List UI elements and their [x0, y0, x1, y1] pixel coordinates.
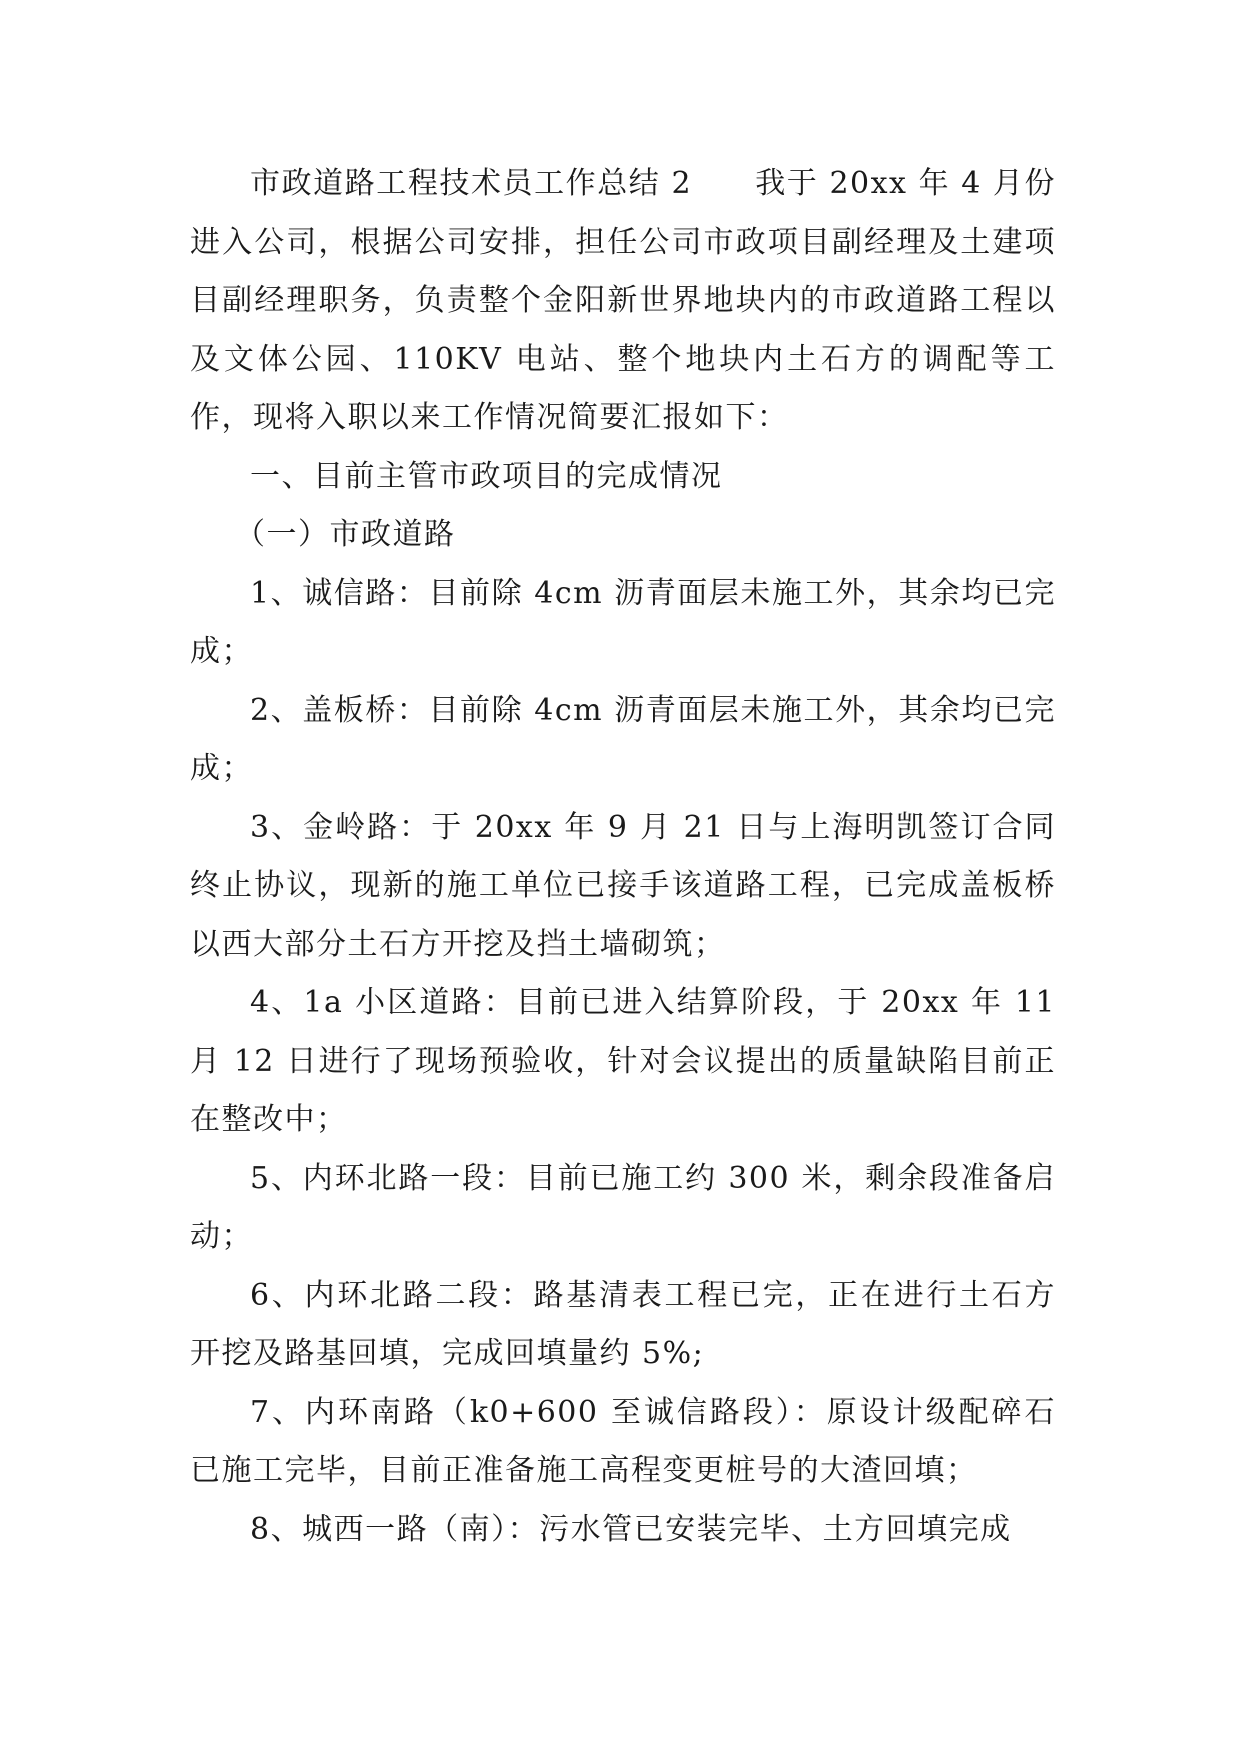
- intro-paragraph: 市政道路工程技术员工作总结 2 我于 20xx 年 4 月份进入公司，根据公司安排，担任公司市政项目副经理及土建项目副经理职务，负责整个金阳新世界地块内的市政道路工程以及文体公园、110KV 电站、整个地块内土石方的调配等工作，现将入职以来工作情况简要汇报如下：: [190, 166, 1056, 435]
- list-item: 3、金岭路：于 20xx 年 9 月 21 日与上海明凯签订合同终止协议，现新的施工单位已接手该道路工程，已完成盖板桥以西大部分土石方开挖及挡土墙砌筑；: [190, 809, 1056, 962]
- subsection-heading: （一）市政道路: [235, 517, 456, 552]
- list-item: 4、1a 小区道路：目前已进入结算阶段，于 20xx 年 11 月 12 日进行了现场预验收，针对会议提出的质量缺陷目前正在整改中；: [190, 985, 1056, 1137]
- list-item: 7、内环南路（k0+600 至诚信路段）：原设计级配碎石已施工完毕，目前正准备施工高程变更桩号的大渣回填；: [190, 1394, 1056, 1488]
- document-body: [190, 155, 1056, 1559]
- list-item: 6、内环北路二段：路基清表工程已完，正在进行土石方开挖及路基回填，完成回填量约 5%;: [190, 1277, 1056, 1371]
- list-item: 5、内环北路一段：目前已施工约 300 米，剩余段准备启动；: [190, 1160, 1056, 1254]
- list-item: 1、诚信路：目前除 4cm 沥青面层未施工外，其余均已完成；: [190, 575, 1056, 669]
- list-item: 2、盖板桥：目前除 4cm 沥青面层未施工外，其余均已完成；: [190, 692, 1056, 786]
- section-heading: 一、目前主管市政项目的完成情况: [250, 458, 723, 494]
- list-item: 8、城西一路（南）：污水管已安装完毕、土方回填完成: [250, 1511, 1012, 1547]
